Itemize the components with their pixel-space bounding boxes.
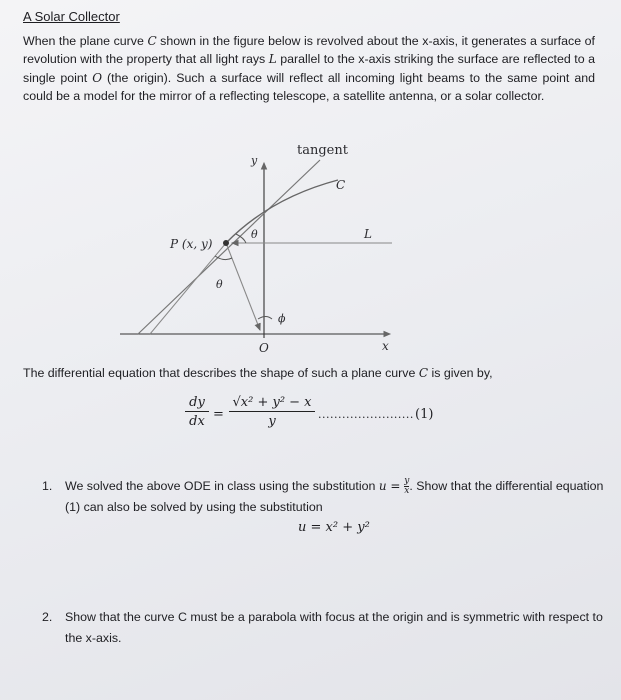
phi-arc [258, 317, 272, 320]
ray-label: L [364, 227, 372, 241]
intro-text-3: parallel to the x-axis striking the surface are reflected to a single point [23, 52, 595, 85]
deq-intro [23, 366, 493, 380]
equals-sign: = [213, 407, 224, 422]
point-label: P (x, y) [170, 237, 213, 251]
curve-label: C [336, 178, 346, 192]
reflected-ray [226, 243, 260, 330]
deq-intro-text: The differential equation that describes the shape of such a plane curve [23, 366, 419, 380]
equation-number: (1) [415, 407, 434, 422]
question-1-frac-den: x [404, 486, 410, 497]
substitution-equation: u = x² + y² [298, 520, 370, 535]
intro-paragraph [23, 32, 595, 106]
intro-text-2: shown in the figure below is revolved about the x-axis, it generates a surface of revolution with the property that all light rays [23, 34, 595, 67]
lhs-denominator: dx [189, 414, 205, 429]
theta-label-bottom: θ [216, 278, 223, 291]
solar-collector-figure [120, 138, 420, 358]
intro-text-4: (the origin). Such a surface will reflect all incoming light beams to the same point and could be a model for the mirror of a reflecting telescope, a satellite antenna, or a solar collector. [23, 70, 595, 104]
question-1-var-u: u [378, 479, 387, 493]
intro-var-o: O [92, 70, 103, 85]
intro-var-c: C [147, 34, 157, 48]
deq-intro-suffix: is given by, [428, 366, 493, 380]
tangent-label: tangent [297, 143, 348, 158]
theta-label-top: θ [251, 228, 258, 241]
normal-line [150, 243, 226, 334]
question-1-text-a: We solved the above ODE in class using the substitution [65, 479, 379, 493]
theta-arc-bottom [215, 256, 232, 260]
question-1-frac-num: y [404, 476, 410, 487]
rhs-numerator: √x² + y² − x [229, 395, 315, 412]
question-1-eq: = [386, 479, 405, 493]
question-1-number: 1. [42, 479, 53, 493]
rhs-fraction [229, 395, 315, 429]
point-p [223, 240, 229, 246]
intro-text-1: When the plane curve [23, 34, 148, 48]
question-1-text-b: . Show that the differential equation (1) can also be solved by using the substitution [65, 479, 604, 514]
lhs-fraction [185, 395, 209, 429]
tangent-line [138, 160, 320, 334]
page-title: A Solar Collector [23, 9, 120, 24]
phi-label: ϕ [278, 312, 286, 325]
intro-var-l: L [268, 52, 277, 67]
rhs-denominator: y [268, 414, 276, 429]
y-axis-label: y [251, 154, 258, 167]
differential-equation [185, 395, 445, 439]
x-axis-label: x [382, 339, 389, 353]
question-2-number: 2. [42, 610, 53, 624]
equation-dots: ........................ [318, 408, 414, 421]
deq-intro-var: C [418, 366, 429, 380]
question-1-body [65, 476, 613, 518]
origin-label: O [259, 341, 269, 355]
lhs-numerator: dy [185, 395, 209, 412]
question-2-body: Show that the curve C must be a parabola with focus at the origin and is symmetric with respect to the x-axis. [65, 610, 603, 645]
